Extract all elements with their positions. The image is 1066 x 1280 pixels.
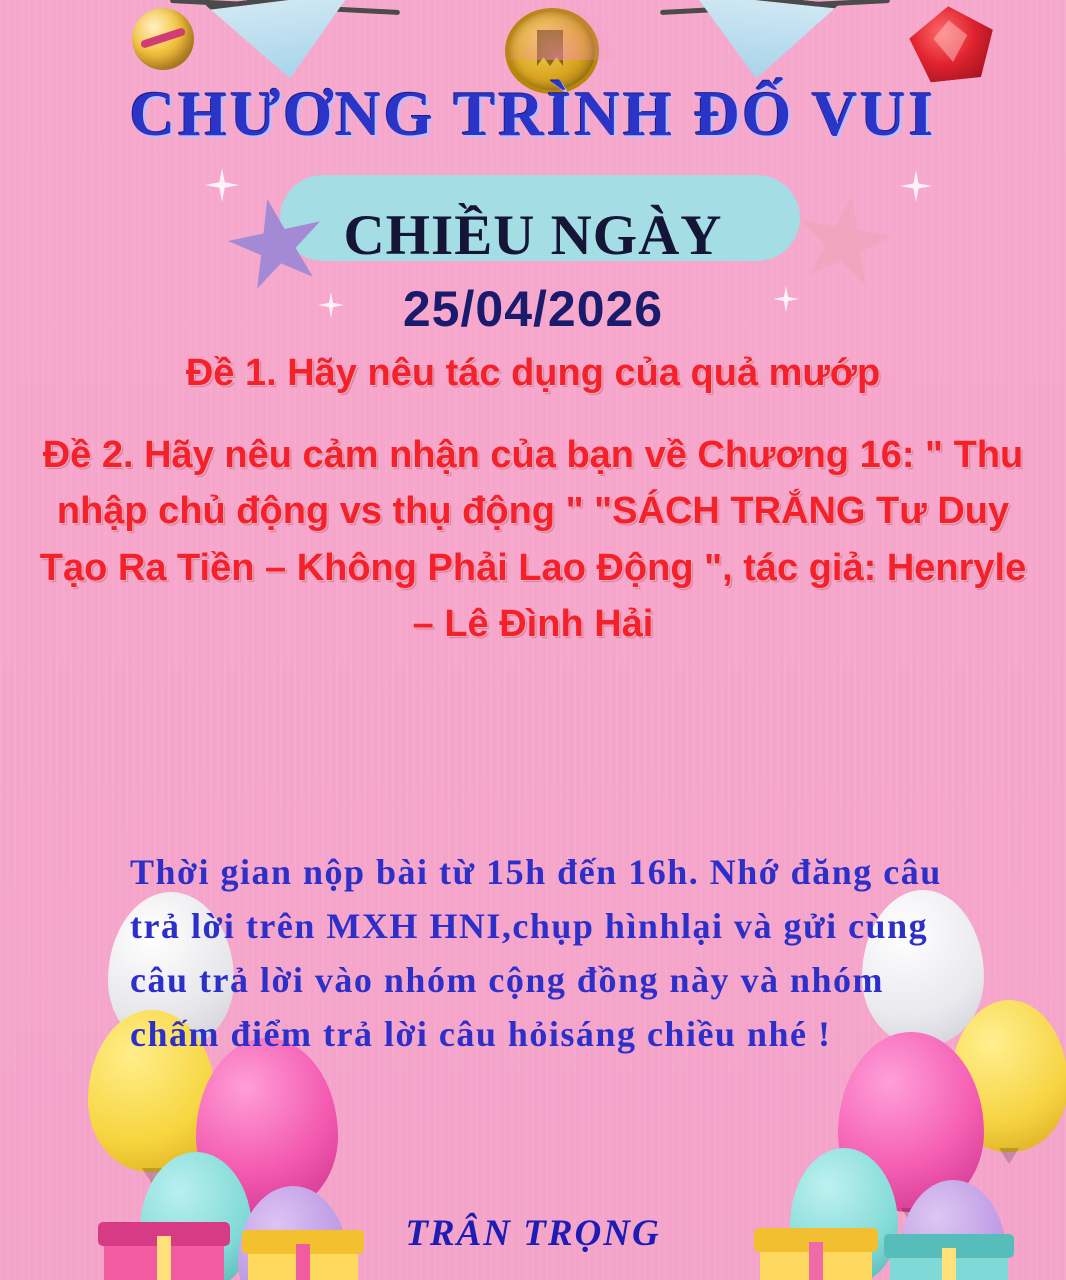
poster-date: 25/04/2026 <box>402 281 664 337</box>
yellow-ball-icon <box>132 8 194 70</box>
question-block <box>34 345 1032 652</box>
question-1: Đề 1. Hãy nêu tác dụng của quả mướp <box>185 352 881 394</box>
submission-note: Thời gian nộp bài từ 15h đến 16h. Nhớ đăng câu trả lời trên MXH HNI,chụp hìnhlại và gửi cùng câu trả lời vào nhóm cộng đồng này và nhóm chấm điểm trả lời câu hỏisáng chiều nhé ! <box>130 852 942 1054</box>
party-flag-icon <box>206 0 365 88</box>
regards-text: TRÂN TRỌNG <box>405 1213 661 1254</box>
poster-title: CHƯƠNG TRÌNH ĐỐ VUI <box>129 79 937 149</box>
sparkle-icon <box>205 168 239 202</box>
sparkle-icon <box>900 170 932 202</box>
poster-subtitle: CHIỀU NGÀY <box>343 204 723 267</box>
question-2: Đề 2. Hãy nêu cảm nhận của bạn về Chương 16: " Thu nhập chủ động vs thụ động " "SÁCH TRẮNG Tư Duy Tạo Ra Tiền – Không Phải Lao Động ", tác giả: Henryle – Lê Đình Hải <box>39 434 1027 645</box>
red-gem-icon <box>906 2 997 84</box>
party-flag-icon <box>682 0 840 86</box>
pink-confetti-icon <box>500 0 620 60</box>
